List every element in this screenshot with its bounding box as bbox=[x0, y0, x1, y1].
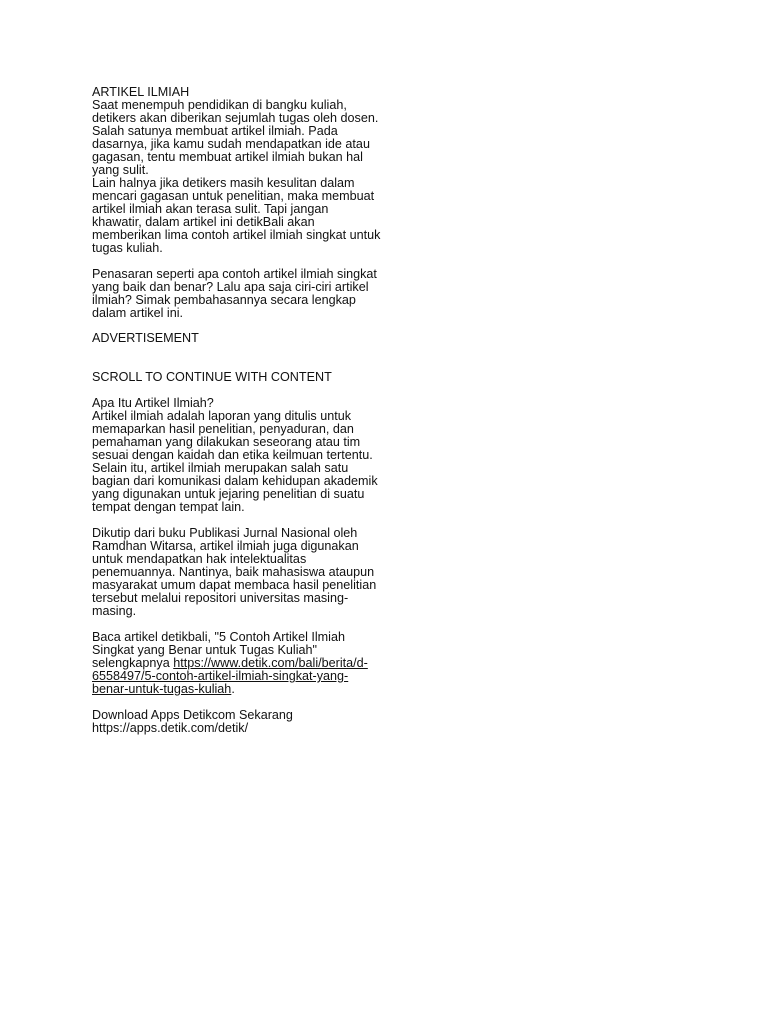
text-line: sesuai dengan kaidah dan etika keilmuan tertentu. bbox=[92, 448, 373, 462]
read-more-paragraph bbox=[92, 631, 422, 696]
text-line: ilmiah? Simak pembahasannya secara lengkap bbox=[92, 293, 356, 307]
text-line: Dikutip dari buku Publikasi Jurnal Nasional oleh bbox=[92, 526, 358, 540]
text-line: Selain itu, artikel ilmiah merupakan salah satu bbox=[92, 461, 349, 475]
text-line: yang baik dan benar? Lalu apa saja ciri-ciri artikel bbox=[92, 280, 369, 294]
text-line: yang digunakan untuk jejaring penelitian di suatu bbox=[92, 487, 365, 501]
text-line: bagian dari komunikasi dalam kehidupan akademik bbox=[92, 474, 378, 488]
advertisement-label: ADVERTISEMENT bbox=[92, 331, 199, 345]
text-line: Baca artikel detikbali, "5 Contoh Artikel Ilmiah bbox=[92, 630, 345, 644]
text-line: dalam artikel ini. bbox=[92, 306, 183, 320]
text-line: Ramdhan Witarsa, artikel ilmiah juga digunakan bbox=[92, 539, 359, 553]
article-link-end[interactable]: benar-untuk-tugas-kuliah bbox=[92, 682, 232, 696]
article-link-continued[interactable]: 6558497/5-contoh-artikel-ilmiah-singkat-yang- bbox=[92, 669, 349, 683]
text-line: tugas kuliah. bbox=[92, 241, 163, 255]
definition-paragraph bbox=[92, 410, 422, 514]
text-line: masing. bbox=[92, 604, 137, 618]
download-label: Download Apps Detikcom Sekarang bbox=[92, 708, 293, 722]
text-line: Singkat yang Benar untuk Tugas Kuliah" bbox=[92, 643, 318, 657]
text-line: detikers akan diberikan sejumlah tugas oleh dosen. bbox=[92, 111, 379, 125]
text-line: memaparkan hasil penelitian, penyaduran, dan bbox=[92, 422, 354, 436]
text-line: memberikan lima contoh artikel ilmiah singkat untuk bbox=[92, 228, 381, 242]
text-line: dasarnya, jika kamu sudah mendapatkan ide atau bbox=[92, 137, 370, 151]
text-line: Lain halnya jika detikers masih kesulitan dalam bbox=[92, 176, 355, 190]
download-url: https://apps.detik.com/detik/ bbox=[92, 721, 249, 735]
text-line: Artikel ilmiah adalah laporan yang ditulis untuk bbox=[92, 409, 352, 423]
text-line: Salah satunya membuat artikel ilmiah. Pada bbox=[92, 124, 338, 138]
text-line bbox=[92, 683, 422, 696]
document-title: ARTIKEL ILMIAH bbox=[92, 85, 190, 99]
read-more-prefix: selengkapnya bbox=[92, 656, 174, 670]
question-paragraph bbox=[92, 268, 422, 320]
text-line: masyarakat umum dapat membaca hasil penelitian bbox=[92, 578, 377, 592]
text-line: penemuannya. Nantinya, baik mahasiswa ataupun bbox=[92, 565, 375, 579]
text-line: tersebut melalui repositori universitas masing- bbox=[92, 591, 349, 605]
text-line: pemahaman yang dilakukan seseorang atau tim bbox=[92, 435, 361, 449]
text-line: Penasaran seperti apa contoh artikel ilmiah singkat bbox=[92, 267, 377, 281]
text-line: khawatir, dalam artikel ini detikBali akan bbox=[92, 215, 315, 229]
text-line: gagasan, tentu membuat artikel ilmiah bukan hal bbox=[92, 150, 363, 164]
intro-paragraph bbox=[92, 99, 422, 255]
download-paragraph bbox=[92, 709, 422, 735]
text-line: tempat dengan tempat lain. bbox=[92, 500, 245, 514]
article-link[interactable]: https://www.detik.com/bali/berita/d- bbox=[173, 656, 368, 670]
link-period: . bbox=[231, 682, 235, 696]
text-line: yang sulit. bbox=[92, 163, 149, 177]
document-page bbox=[92, 86, 422, 735]
text-line: artikel ilmiah akan terasa sulit. Tapi jangan bbox=[92, 202, 329, 216]
text-line: mencari gagasan untuk penelitian, maka membuat bbox=[92, 189, 375, 203]
text-line: Saat menempuh pendidikan di bangku kuliah, bbox=[92, 98, 347, 112]
section-heading: Apa Itu Artikel Ilmiah? bbox=[92, 396, 214, 410]
scroll-notice: SCROLL TO CONTINUE WITH CONTENT bbox=[92, 370, 332, 384]
text-line: untuk mendapatkan hak intelektualitas bbox=[92, 552, 307, 566]
citation-paragraph bbox=[92, 527, 422, 618]
